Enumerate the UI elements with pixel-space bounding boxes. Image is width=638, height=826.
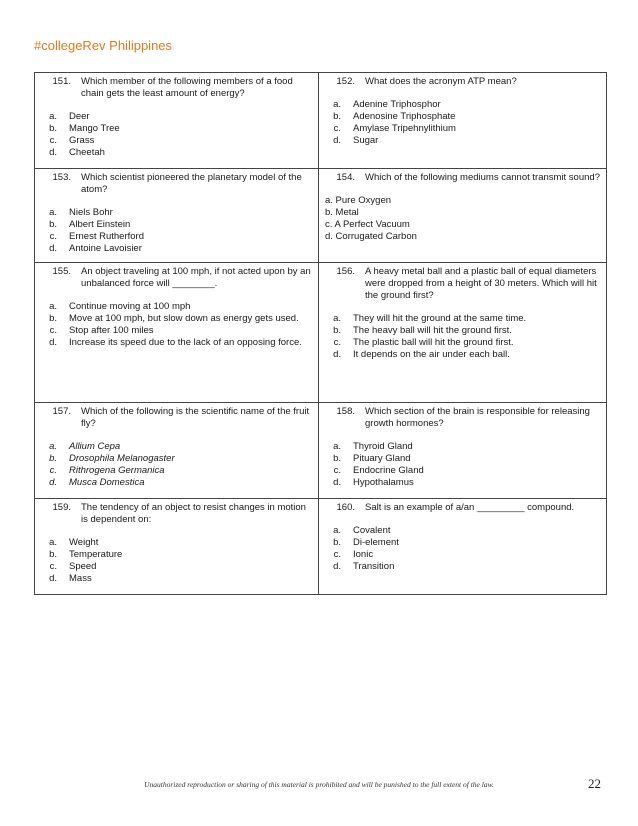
page-header: #collegeRev Philippines [34,38,173,53]
option-text: Hypothalamus [353,476,414,488]
option-text: They will hit the ground at the same time. [353,313,527,325]
option-text: Grass [69,134,95,146]
option-letter: b. [333,325,341,337]
question-text: Which of the following mediums cannot transmit sound? [365,172,600,183]
option-letter: d. [49,572,57,584]
option-text: Niels Bohr [69,206,113,218]
question-text: Which scientist pioneered the planetary model of the atom? [81,172,302,195]
option-text: The plastic ball will hit the ground first. [353,336,514,348]
option-text: It depends on the air under each ball. [353,348,510,360]
option-text: Speed [69,561,97,573]
option-text: Thyroid Gland [353,441,413,453]
option-text: The heavy ball will hit the ground first. [353,325,512,337]
question-text: Which member of the following members of a food chain gets the least amount of energy? [81,76,293,99]
option-letter: d. [333,348,341,360]
page-number: 22 [588,776,601,791]
option-text: Increase its speed due to the lack of an opposing force. [69,336,302,348]
option-text: Antoine Lavoisier [69,242,142,254]
option-letter: a. [333,441,341,453]
option-text: Move at 100 mph, but slow down as energy gets used. [69,313,299,325]
option-text: Sugar [353,134,379,146]
question-cell [319,73,607,169]
question-cell [319,403,607,499]
question-cell [319,169,607,263]
option-letter: d. [333,561,341,573]
option-letter: c. [333,122,341,134]
option-text: Di-element [353,537,399,549]
question-cell [35,263,319,403]
question-number: 151. [52,76,71,87]
option-text: Temperature [69,549,123,561]
option-text: Adenosine Triphosphate [353,110,456,122]
option-letter: c. [49,230,57,242]
option-text: Ernest Rutherford [69,230,144,242]
option-letter: b. [49,313,57,325]
option-letter: a. [49,537,57,549]
option-text: Continue moving at 100 mph [69,301,191,313]
option-letter: c. [49,465,57,477]
option-letter: b. [333,110,341,122]
question-cell [319,499,607,595]
option-text: Amylase Tripehnylithium [353,122,456,134]
question-number: 155. [52,266,71,278]
question-number: 160. [336,502,355,514]
question-text: Salt is an example of a/an _________ compound. [365,502,575,514]
option-letter: d. [333,134,341,146]
option-letter: a. [333,313,341,325]
question-cell [35,169,319,263]
option-letter: c. [49,325,57,337]
option-text: Pituary Gland [353,453,411,465]
option-letter: c. [333,549,341,561]
option-text: b. Metal [325,206,359,218]
question-number: 152. [336,76,355,87]
option-text: Allium Cepa [69,441,121,453]
question-text: The tendency of an object to resist changes in motion is dependent on: [81,502,306,526]
option-letter: d. [49,476,57,488]
option-letter: b. [49,453,57,465]
question-text: An object traveling at 100 mph, if not acted upon by an unbalanced force will ________. [81,266,311,290]
option-text: Weight [69,537,99,549]
question-text: A heavy metal ball and a plastic ball of equal diameters were dropped from a height of 30 meters. Which will hit the ground first? [365,266,597,302]
option-text: Mass [69,572,92,584]
option-letter: c. [49,134,57,146]
option-letter: d. [333,476,341,488]
option-letter: a. [333,98,341,110]
option-text: Rithrogena Germanica [69,465,165,477]
option-text: Musca Domestica [69,476,145,488]
option-text: Albert Einstein [69,218,131,230]
option-text: Cheetah [69,146,105,158]
option-letter: a. [49,301,57,313]
option-letter: d. [49,242,57,254]
option-text: Adenine Triphosphor [353,98,441,110]
question-cell [319,263,607,403]
option-letter: b. [49,122,57,134]
question-text: What does the acronym ATP mean? [365,76,517,87]
option-letter: a. [49,441,57,453]
question-cell [35,403,319,499]
option-letter: a. [49,206,57,218]
questions-table [34,72,607,595]
option-letter: b. [49,218,57,230]
option-text: c. A Perfect Vacuum [325,218,410,230]
question-number: 153. [52,172,71,183]
option-letter: d. [49,146,57,158]
question-cell [35,499,319,595]
option-letter: a. [333,525,341,537]
question-cell [35,73,319,169]
option-text: Covalent [353,525,391,537]
option-text: d. Corrugated Carbon [325,230,417,242]
option-letter: c. [333,465,341,477]
copyright-footer: Unauthorized reproduction or sharing of this material is prohibited and will be punished to the full extent of the law. [144,780,494,789]
option-text: a. Pure Oxygen [325,194,392,206]
question-text: Which of the following is the scientific name of the fruit fly? [81,406,310,430]
option-text: Drosophila Melanogaster [69,453,175,465]
option-letter: b. [333,537,341,549]
question-text: Which section of the brain is responsible for releasing growth hormones? [365,406,590,430]
option-letter: d. [49,336,57,348]
option-text: Mango Tree [69,122,120,134]
question-number: 159. [52,502,71,514]
option-letter: b. [49,549,57,561]
option-text: Transition [353,561,395,573]
option-text: Deer [69,110,90,122]
option-text: Ionic [353,549,374,561]
question-number: 156. [336,266,355,278]
option-letter: a. [49,110,57,122]
question-number: 154. [336,172,355,183]
option-letter: b. [333,453,341,465]
question-number: 157. [52,406,71,418]
option-letter: c. [49,561,57,573]
option-letter: c. [333,336,341,348]
question-number: 158. [336,406,355,418]
option-text: Endocrine Gland [353,465,424,477]
option-text: Stop after 100 miles [69,325,154,337]
